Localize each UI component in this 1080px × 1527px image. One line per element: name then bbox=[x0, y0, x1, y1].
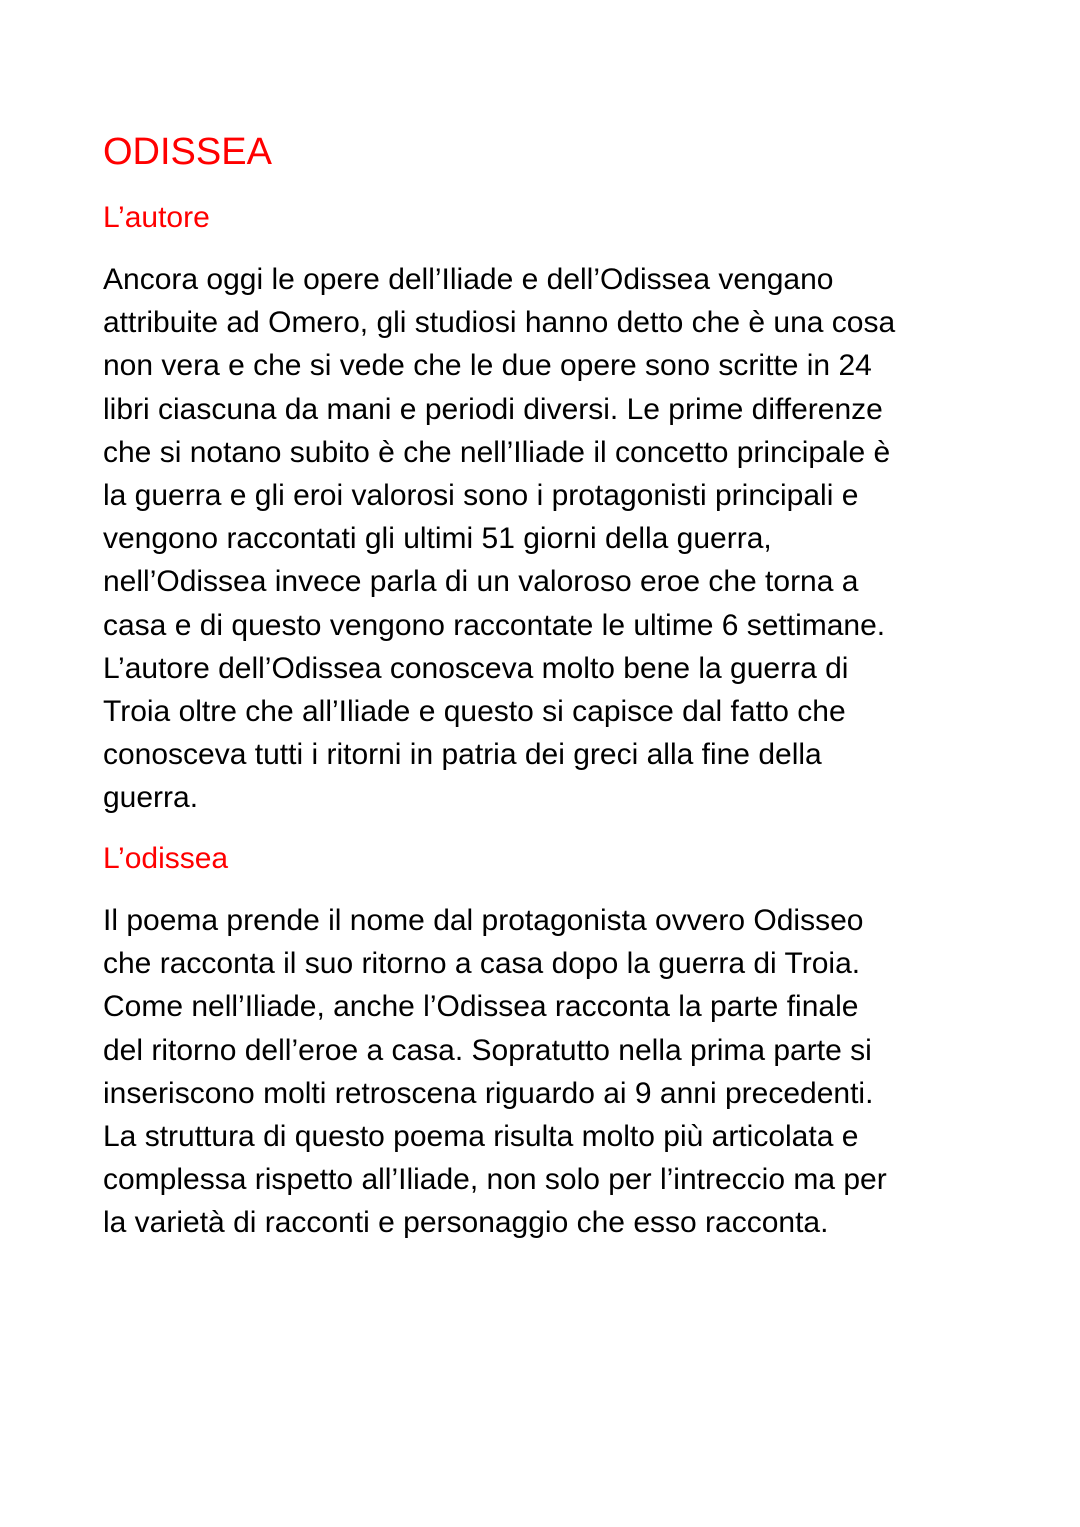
paragraph-line: Troia oltre che all’Iliade e questo si capisce dal fatto che bbox=[103, 695, 846, 729]
paragraph-line: la varietà di racconti e personaggio che esso racconta. bbox=[103, 1206, 829, 1240]
section-paragraph-autore bbox=[103, 258, 1003, 820]
section-heading-autore: L’autore bbox=[103, 201, 210, 234]
paragraph-line: attribuite ad Omero, gli studiosi hanno detto che è una cosa bbox=[103, 306, 896, 340]
paragraph-line: conosceva tutti i ritorni in patria dei greci alla fine della bbox=[103, 738, 822, 772]
section-heading-odissea: L’odissea bbox=[103, 842, 229, 875]
paragraph-line: libri ciascuna da mani e periodi diversi. Le prime differenze bbox=[103, 392, 883, 426]
document-title: ODISSEA bbox=[103, 131, 272, 173]
paragraph-line: L’autore dell’Odissea conosceva molto bene la guerra di bbox=[103, 651, 849, 685]
paragraph-line: vengono raccontati gli ultimi 51 giorni della guerra, bbox=[103, 522, 772, 556]
paragraph-line: Come nell’Iliade, anche l’Odissea racconta la parte finale bbox=[103, 990, 859, 1024]
paragraph-line: la guerra e gli eroi valorosi sono i protagonisti principali e bbox=[103, 479, 859, 513]
paragraph-line: Il poema prende il nome dal protagonista ovvero Odisseo bbox=[103, 904, 864, 937]
paragraph-line: Ancora oggi le opere dell’Iliade e dell’Odissea vengano bbox=[103, 263, 834, 296]
paragraph-line: inseriscono molti retroscena riguardo ai 9 anni precedenti. bbox=[103, 1076, 874, 1110]
paragraph-line: del ritorno dell’eroe a casa. Sopratutto nella prima parte si bbox=[103, 1033, 872, 1067]
paragraph-line: nell’Odissea invece parla di un valoroso eroe che torna a bbox=[103, 565, 859, 599]
paragraph-line: che racconta il suo ritorno a casa dopo la guerra di Troia. bbox=[103, 947, 861, 981]
paragraph-line: che si notano subito è che nell’Iliade il concetto principale è bbox=[103, 435, 891, 469]
paragraph-line: casa e di questo vengono raccontate le ultime 6 settimane. bbox=[103, 608, 886, 642]
paragraph-line: complessa rispetto all’Iliade, non solo per l’intreccio ma per bbox=[103, 1163, 887, 1197]
paragraph-line: non vera e che si vede che le due opere sono scritte in 24 bbox=[103, 349, 872, 383]
paragraph-line: guerra. bbox=[103, 781, 199, 815]
paragraph-line: La struttura di questo poema risulta molto più articolata e bbox=[103, 1120, 859, 1154]
section-paragraph-odissea bbox=[103, 899, 1003, 1245]
